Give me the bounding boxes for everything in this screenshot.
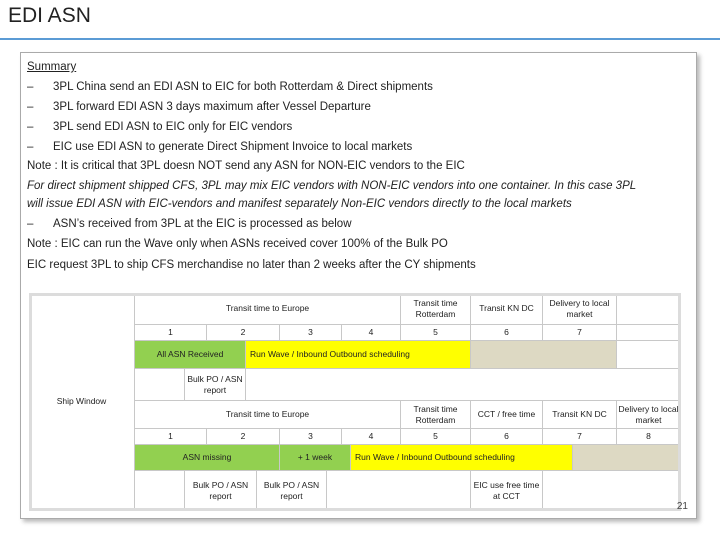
- r2-bulk-po-a: Bulk PO / ASN report: [185, 471, 257, 511]
- r1-tan-block: [471, 341, 617, 369]
- r1-num-1: 1: [135, 325, 207, 341]
- note-critical: Note : It is critical that 3PL doesn NOT send any ASN for NON-EIC vendors to the EIC: [27, 160, 465, 172]
- r1-bulk-po: Bulk PO / ASN report: [185, 369, 246, 401]
- r2-transit-rotterdam: Transit time Rotterdam: [401, 401, 471, 429]
- r1-delivery: Delivery to local market: [543, 293, 617, 325]
- dash: –: [27, 81, 34, 93]
- r1-run-wave: Run Wave / Inbound Outbound scheduling: [246, 341, 471, 369]
- slide-title: EDI ASN: [8, 4, 91, 27]
- dash: –: [27, 141, 34, 153]
- bullet-4-text: EIC use EDI ASN to generate Direct Shipment Invoice to local markets: [53, 141, 413, 153]
- dash: –: [27, 101, 34, 113]
- italic-note-line-1: For direct shipment shipped CFS, 3PL may mix EIC vendors with NON-EIC vendors into one container. In this case 3PL: [27, 180, 637, 192]
- r2-delivery: Delivery to local market: [617, 401, 681, 429]
- ship-window-label: Ship Window: [29, 293, 135, 511]
- r2-num-4: 4: [342, 429, 401, 445]
- bullet-3-text: 3PL send EDI ASN to EIC only for EIC vendors: [53, 121, 293, 133]
- r2-transit-kn: Transit KN DC: [543, 401, 617, 429]
- title-divider: [0, 38, 720, 40]
- r1-empty-color: [617, 341, 681, 369]
- r1-num-6: 6: [471, 325, 543, 341]
- note-wave: Note : EIC can run the Wave only when ASNs received cover 100% of the Bulk PO: [27, 238, 448, 250]
- bullet-5-text: ASN’s received from 3PL at the EIC is processed as below: [53, 218, 352, 230]
- r1-num-2: 2: [207, 325, 280, 341]
- r1-num-empty: [617, 325, 681, 341]
- r2-eic-free-time: EIC use free time at CCT: [471, 471, 543, 511]
- r2-tan-block: [573, 445, 681, 471]
- r1-transit-kn: Transit KN DC: [471, 293, 543, 325]
- r2-num-8: 8: [617, 429, 681, 445]
- content-frame: [20, 52, 697, 519]
- r2-num-6: 6: [471, 429, 543, 445]
- request-text: EIC request 3PL to ship CFS merchandise no later than 2 weeks after the CY shipments: [27, 259, 476, 271]
- bullet-5: [27, 217, 352, 231]
- r1-num-5: 5: [401, 325, 471, 341]
- ship-window-table: [29, 293, 681, 511]
- r2-plus-week: + 1 week: [280, 445, 351, 471]
- r1-transit-rotterdam: Transit time Rotterdam: [401, 293, 471, 325]
- bullet-1: [27, 80, 433, 94]
- page-number: 21: [676, 501, 688, 512]
- r2-transit-europe: Transit time to Europe: [135, 401, 401, 429]
- r2-run-wave: Run Wave / Inbound Outbound scheduling: [351, 445, 573, 471]
- r2-num-2: 2: [207, 429, 280, 445]
- bullet-1-text: 3PL China send an EDI ASN to EIC for both Rotterdam & Direct shipments: [53, 81, 433, 93]
- r2-blank-b: [327, 471, 471, 511]
- r2-cct: CCT / free time: [471, 401, 543, 429]
- r2-num-7: 7: [543, 429, 617, 445]
- r2-num-1: 1: [135, 429, 207, 445]
- r2-asn-missing: ASN missing: [135, 445, 280, 471]
- r1-num-4: 4: [342, 325, 401, 341]
- italic-note-line-2: will issue EDI ASN with EIC-vendors and manifest separately Non-EIC vendors directly to the local markets: [27, 198, 572, 210]
- r2-bulk-po-b: Bulk PO / ASN report: [257, 471, 327, 511]
- r1-num-3: 3: [280, 325, 342, 341]
- bullet-2-text: 3PL forward EDI ASN 3 days maximum after Vessel Departure: [53, 101, 371, 113]
- r1-all-asn-received: All ASN Received: [135, 341, 246, 369]
- dash: –: [27, 218, 34, 230]
- summary-heading: Summary: [27, 61, 77, 73]
- r1-num-7: 7: [543, 325, 617, 341]
- bullet-2: [27, 100, 371, 114]
- r2-blank-a: [135, 471, 185, 511]
- r1-blank-b: [246, 369, 681, 401]
- r2-num-5: 5: [401, 429, 471, 445]
- r2-num-3: 3: [280, 429, 342, 445]
- bullet-3: [27, 120, 292, 134]
- r1-transit-europe: Transit time to Europe: [135, 293, 401, 325]
- r2-blank-c: [543, 471, 681, 511]
- r1-empty-header: [617, 293, 681, 325]
- dash: –: [27, 121, 34, 133]
- r1-blank-a: [135, 369, 185, 401]
- bullet-4: [27, 140, 412, 154]
